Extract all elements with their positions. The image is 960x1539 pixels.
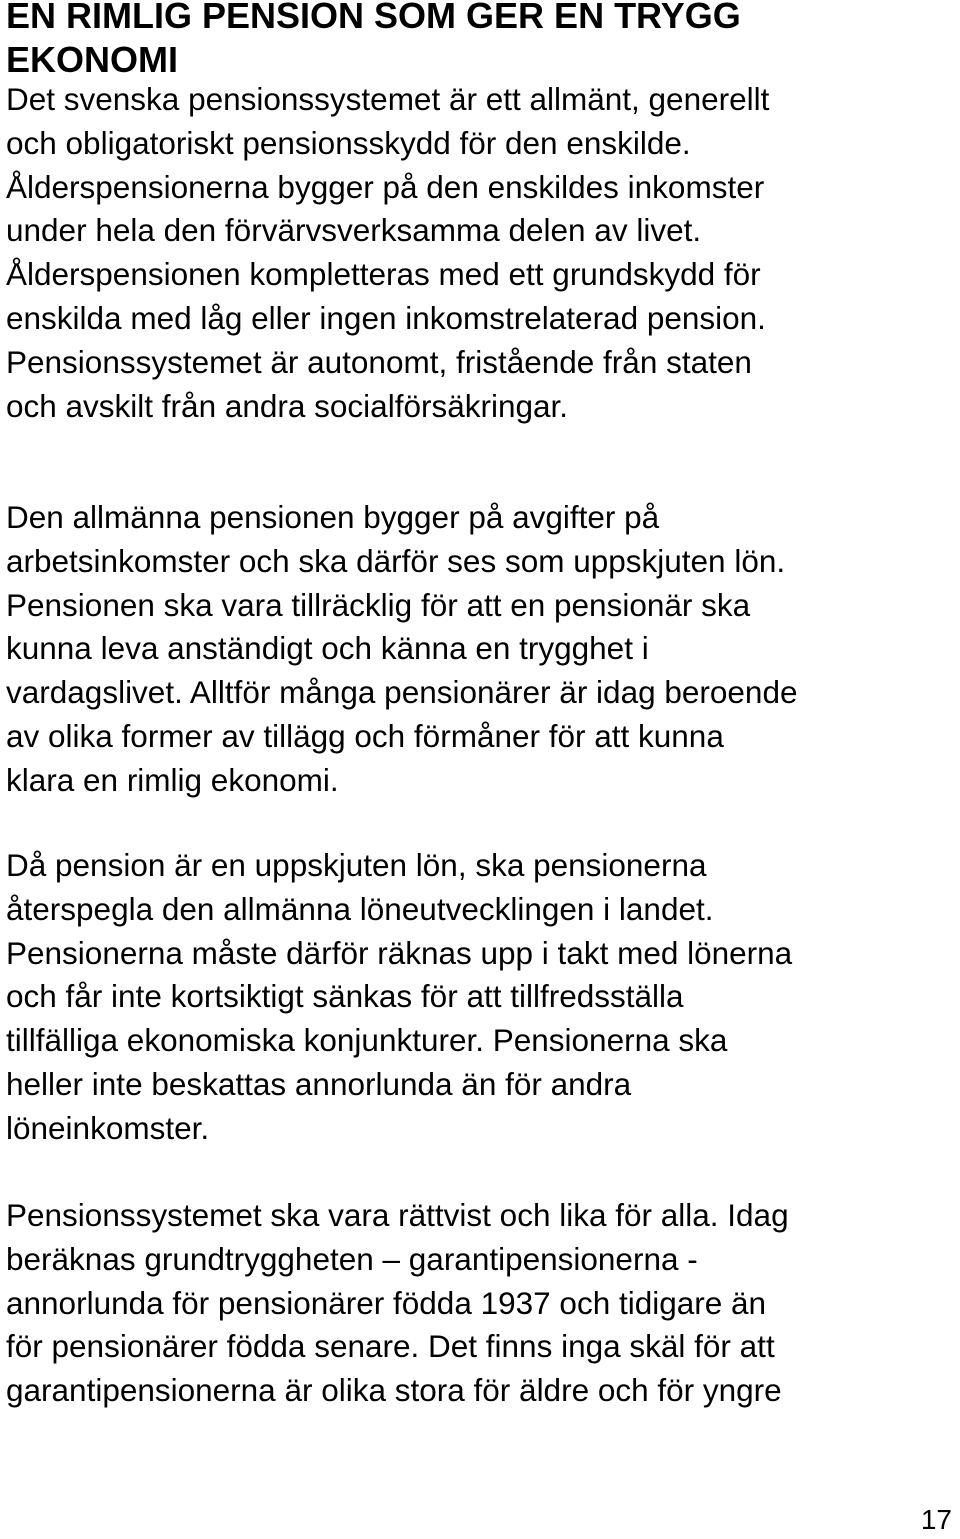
text-line: Pensionen ska vara tillräcklig för att en pensionär ska [6,586,751,623]
text-line: återspegla den allmänna löneutvecklingen i landet. [6,890,714,927]
text-line: tillfälliga ekonomiska konjunkturer. Pensionerna ska [6,1022,728,1059]
text-line: löneinkomster. [6,1109,210,1146]
paragraph-deferred-salary [6,496,960,803]
text-line: och får inte kortsiktigt sänkas för att tillfredsställa [6,978,684,1015]
text-line: Det svenska pensionssystemet är ett allmänt, generellt [6,81,770,117]
text-line: Ålderspensionen kompletteras med ett grundskydd för [6,256,761,293]
text-line: garantipensionerna är olika stora för äldre och för yngre [6,1372,782,1409]
page-number: 17 [920,1504,952,1535]
text-line: under hela den förvärvsverksamma delen av livet. [6,212,702,249]
paragraph-fairness [6,1194,960,1413]
page-heading [6,0,956,82]
text-line: Pensionssystemet ska vara rättvist och lika för alla. Idag [6,1197,789,1233]
text-line: heller inte beskattas annorlunda än för andra [6,1065,632,1102]
heading-line: EKONOMI [6,38,179,80]
text-line: klara en rimlig ekonomi. [6,761,339,798]
paragraph-pension-system [6,78,960,428]
text-line: Pensionerna måste därför räknas upp i takt med lönerna [6,934,793,971]
text-line: Den allmänna pensionen bygger på avgifter på [6,499,660,535]
text-line: beräknas grundtryggheten – garantipensionerna - [6,1240,698,1277]
text-line: för pensionärer födda senare. Det finns inga skäl för att [6,1328,775,1365]
heading-line: EN RIMLIG PENSION SOM GER EN TRYGG [6,0,741,36]
text-line: enskilda med låg eller ingen inkomstrelaterad pension. [6,299,766,336]
text-line: av olika former av tillägg och förmåner för att kunna [6,717,724,754]
text-line: arbetsinkomster och ska därför ses som uppskjuten lön. [6,542,786,579]
text-line: Då pension är en uppskjuten lön, ska pensionerna [6,847,707,883]
text-line: och avskilt från andra socialförsäkringar. [6,387,569,424]
text-line: och obligatoriskt pensionsskydd för den enskilde. [6,124,691,161]
text-line: annorlunda för pensionärer födda 1937 och tidigare än [6,1284,767,1321]
text-line: vardagslivet. Alltför många pensionärer är idag beroende [6,674,798,711]
text-line: Ålderspensionerna bygger på den enskildes inkomster [6,168,765,205]
paragraph-wage-development [6,844,960,1151]
text-line: Pensionssystemet är autonomt, fristående från staten [6,343,752,380]
text-line: kunna leva anständigt och känna en trygghet i [6,630,649,667]
